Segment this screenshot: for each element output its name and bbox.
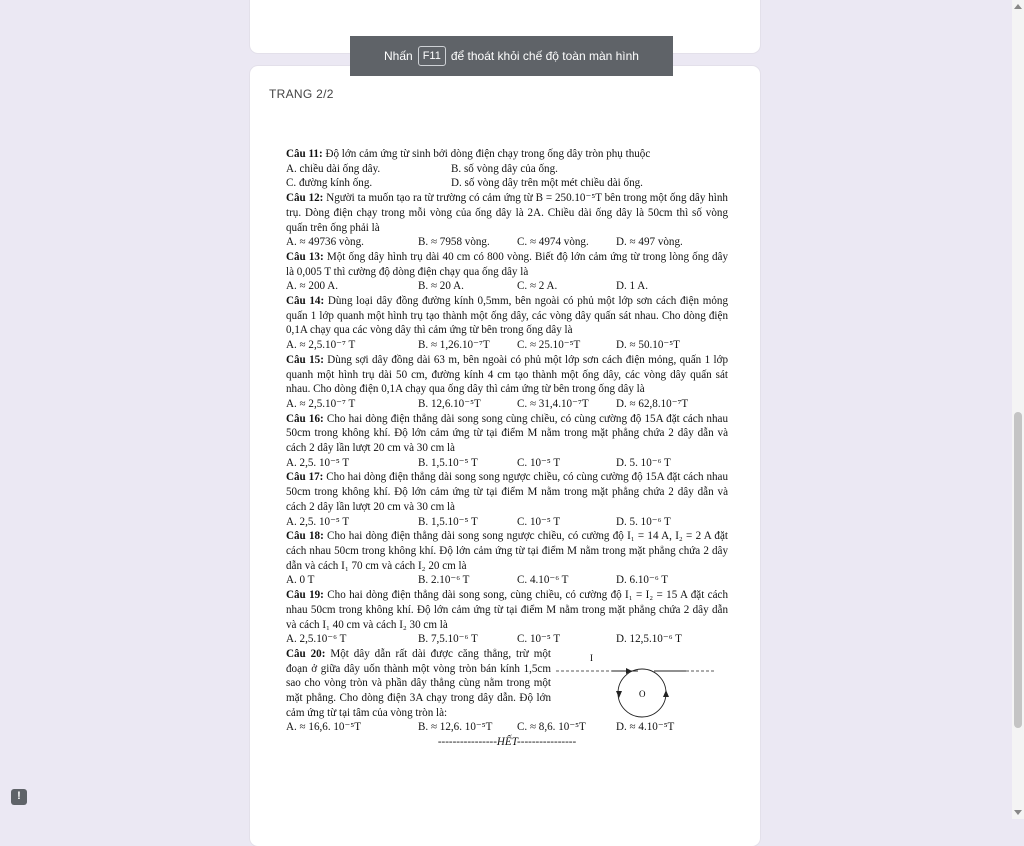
prev-answer-b xyxy=(384,0,483,1)
answer-a: A. ≈ 16,6. 10⁻⁵T xyxy=(286,721,361,734)
question-text: Cho hai dòng điện thẳng dài song song cùng chiều, có cùng cường độ 15A đặt cách nhau 50cm trong không khí. Độ lớn cảm ứng từ tại điểm M nằm trong mặt phẳng chứa 2 dây dẫn và cách 2 dây lần lượt 20 cm và 30 cm là xyxy=(286,412,728,455)
question-number: Câu 15: xyxy=(286,353,324,366)
scroll-down-icon[interactable] xyxy=(1014,810,1022,815)
wire-loop-diagram xyxy=(556,653,716,733)
answer-b: B. 1,5.10⁻⁵ T xyxy=(418,456,478,469)
question-11 xyxy=(286,147,728,162)
question-number: Câu 13: xyxy=(286,250,324,263)
answer-c: C. 10⁻⁵ T xyxy=(517,633,561,646)
answer-d: D. 5. 10⁻⁶ T xyxy=(616,456,671,469)
page-label: TRANG 2/2 xyxy=(269,87,334,101)
answer-c: C. ≈ 8,6. 10⁻⁵T xyxy=(517,721,586,734)
question-20-text-block xyxy=(286,647,551,721)
question-text: Dùng sợi dây đồng dài 63 m, bên ngoài có phủ một lớp sơn cách điện mỏng, quấn 1 lớp quanh một hình trụ dài 50 cm, đường kính 4 cm tạo thành một ống dây, các vòng dây quấn sát nhau. Cho dòng điện 0,1A chạy qua ống dây thì cảm ứng từ bên trong ống dây là xyxy=(286,353,729,396)
answer-c: C. 10⁻⁵ T xyxy=(517,515,561,528)
answer-d: D. 1 A. xyxy=(616,280,649,293)
question-number: Câu 14: xyxy=(286,295,325,308)
question-number: Câu 16: xyxy=(286,412,324,425)
answers-row xyxy=(286,515,728,530)
answer-a: A. 2,5. 10⁻⁵ T xyxy=(286,456,350,469)
question-13 xyxy=(286,250,728,279)
answer-d: D. 12,5.10⁻⁶ T xyxy=(616,633,682,646)
previous-answers xyxy=(285,0,681,1)
question-text: Dùng loại dây đồng đường kính 0,5mm, bên ngoài có phủ một lớp sơn cách điện mỏng quấn 1 lớp quanh một hình trụ tạo thành một ống dây, các vòng dây quấn sát nhau. Cho dòng điện 0,1A chạy qua các vòng dây thì cảm ứng từ bên trong ống dây là xyxy=(286,295,728,337)
answer-b: B. 2.10⁻⁶ T xyxy=(418,574,470,587)
answer-a: A. chiều dài ống dây. xyxy=(286,162,381,175)
answer-a: A. ≈ 2,5.10⁻⁷ T xyxy=(286,339,356,352)
current-label: I xyxy=(590,652,593,663)
question-text: Người ta muốn tạo ra từ trường có cảm ứng từ B = 250.10⁻⁵T bên trong một ống dây hình trụ. Dòng điện chạy trong mỗi vòng của ống dây là 2A. Chiều dài ống dây là 50cm thì số vòng quấn trên ống phải là xyxy=(286,192,728,234)
question-12 xyxy=(286,191,728,235)
question-number: Câu 11: xyxy=(286,148,323,160)
question-number: Câu 12: xyxy=(286,192,324,205)
toast-text-before: Nhấn xyxy=(384,49,413,63)
prev-answer-a xyxy=(285,0,384,1)
answer-b: B. 1,5.10⁻⁵ T xyxy=(418,515,478,528)
answer-d: D. số vòng dây trên một mét chiều dài ống. xyxy=(451,177,643,190)
question-number: Câu 18: xyxy=(286,530,324,543)
scrollbar-thumb[interactable] xyxy=(1014,412,1022,728)
answer-b: B. 7,5.10⁻⁶ T xyxy=(418,633,478,646)
answer-d: D. 5. 10⁻⁶ T xyxy=(616,515,671,528)
answer-b: B. số vòng dây của ống. xyxy=(451,162,558,175)
question-text: Một ống dây hình trụ dài 40 cm có 800 vòng. Biết độ lớn cảm ứng từ trong lòng ống dây là 0,005 T thì cường độ dòng điện chạy qua ống dây là xyxy=(286,250,728,278)
question-number: Câu 17: xyxy=(286,471,324,484)
answer-a: A. ≈ 2,5.10⁻⁷ T xyxy=(286,397,356,410)
f11-key-badge: F11 xyxy=(418,46,446,66)
feedback-icon[interactable]: ! xyxy=(11,789,27,805)
loop-arrow-right xyxy=(663,690,669,697)
answer-b: B. ≈ 12,6. 10⁻⁵T xyxy=(418,721,493,734)
answer-d: D. ≈ 497 vòng. xyxy=(616,236,683,249)
center-label: O xyxy=(639,688,646,699)
answers-row xyxy=(286,279,728,294)
question-16 xyxy=(286,412,728,456)
answer-d: D. ≈ 50.10⁻⁵T xyxy=(616,339,680,352)
answers-row xyxy=(286,162,728,177)
answer-b: B. ≈ 7958 vòng. xyxy=(418,236,490,249)
answer-b: B. ≈ 20 A. xyxy=(418,280,464,293)
question-17 xyxy=(286,470,728,514)
answer-c: C. ≈ 2 A. xyxy=(517,280,558,293)
answers-row xyxy=(286,235,728,250)
question-text: Một dây dẫn rất dài được căng thẳng, trừ một đoạn ở giữa dây uốn thành một vòng tròn bán kính 1,5cm sao cho vòng tròn và phần dây thẳng cùng nằm trong một mặt phẳng. Cho dòng điện 3A chạy trong dây dẫn. Độ lớn cảm ứng từ tại tâm của vòng tròn là: xyxy=(286,647,551,719)
question-15 xyxy=(286,353,728,397)
question-text: Cho hai dòng điện thẳng dài song song ngược chiều, có cùng cường độ 15A đặt cách nhau 50cm trong không khí. Độ lớn cảm ứng từ tại điểm M nằm trong mặt phẳng chứa 2 dây dẫn và cách 2 dây lần lượt 20 cm và 30 cm là xyxy=(286,471,729,513)
answer-c: C. ≈ 25.10⁻⁵T xyxy=(517,339,581,352)
fullscreen-toast xyxy=(350,36,673,76)
question-text: Độ lớn cảm ứng từ sinh bởi dòng điện chạy trong ống dây tròn phụ thuộc xyxy=(325,148,651,160)
answer-d: D. 6.10⁻⁶ T xyxy=(616,574,669,587)
question-19 xyxy=(286,588,728,632)
answer-d: D. ≈ 4.10⁻⁵T xyxy=(616,721,675,734)
answer-a: A. ≈ 200 A. xyxy=(286,280,339,293)
answer-c: C. 10⁻⁵ T xyxy=(517,456,561,469)
question-18 xyxy=(286,529,728,573)
answer-b: B. ≈ 1,26.10⁻⁷T xyxy=(418,339,490,352)
loop-arrow-left xyxy=(616,691,622,698)
question-number: Câu 19: xyxy=(286,589,324,602)
answer-c: C. đường kính ống. xyxy=(286,177,373,190)
question-text: Cho hai dòng điện thẳng dài song song ngược chiều, có cường độ I₁ = 14 A, I₂ = 2 A đặt cách nhau 50cm trong không khí. Độ lớn cảm ứng từ tại điểm M nằm trong mặt phẳng chứa 2 dây dẫn và cách I₁ 70 cm và cách I₂ 20 cm là xyxy=(286,530,728,572)
end-marker: ----------------HẾT---------------- xyxy=(437,736,577,749)
answer-a: A. 0 T xyxy=(286,574,315,587)
answer-a: A. 2,5. 10⁻⁵ T xyxy=(286,515,350,528)
question-14 xyxy=(286,294,728,338)
toast-text-after: để thoát khỏi chế độ toàn màn hình xyxy=(450,49,639,63)
answer-c: C. ≈ 4974 vòng. xyxy=(517,236,589,249)
scroll-up-icon[interactable] xyxy=(1014,4,1022,9)
document-body xyxy=(286,147,728,750)
vertical-scrollbar[interactable] xyxy=(1012,0,1024,819)
question-text: Cho hai dòng điện thẳng dài song song, cùng chiều, có cường độ I₁ = I₂ = 15 A đặt cách nhau 50cm trong không khí. Độ lớn cảm ứng từ tại điểm M nằm trong mặt phẳng chứa 2 dây dẫn và cách I₁ 40 cm và cách I₂ 30 cm là xyxy=(286,589,729,631)
prev-answer-c xyxy=(483,0,582,1)
answer-d: D. ≈ 62,8.10⁻⁷T xyxy=(616,397,689,410)
answers-row xyxy=(286,176,728,191)
answers-row xyxy=(286,397,728,412)
question-number: Câu 20: xyxy=(286,647,326,660)
answer-c: C. ≈ 31,4.10⁻⁷T xyxy=(517,397,589,410)
answers-row xyxy=(286,338,728,353)
answers-row xyxy=(286,456,728,471)
answer-c: C. 4.10⁻⁶ T xyxy=(517,574,569,587)
question-20 xyxy=(286,647,728,721)
answers-row xyxy=(286,632,728,647)
prev-answer-d xyxy=(582,0,681,1)
answer-a: A. ≈ 49736 vòng. xyxy=(286,236,364,249)
answers-row xyxy=(286,573,728,588)
answer-b: B. 12,6.10⁻⁵T xyxy=(418,397,481,410)
page-card xyxy=(250,66,760,846)
answer-a: A. 2,5.10⁻⁶ T xyxy=(286,633,347,646)
